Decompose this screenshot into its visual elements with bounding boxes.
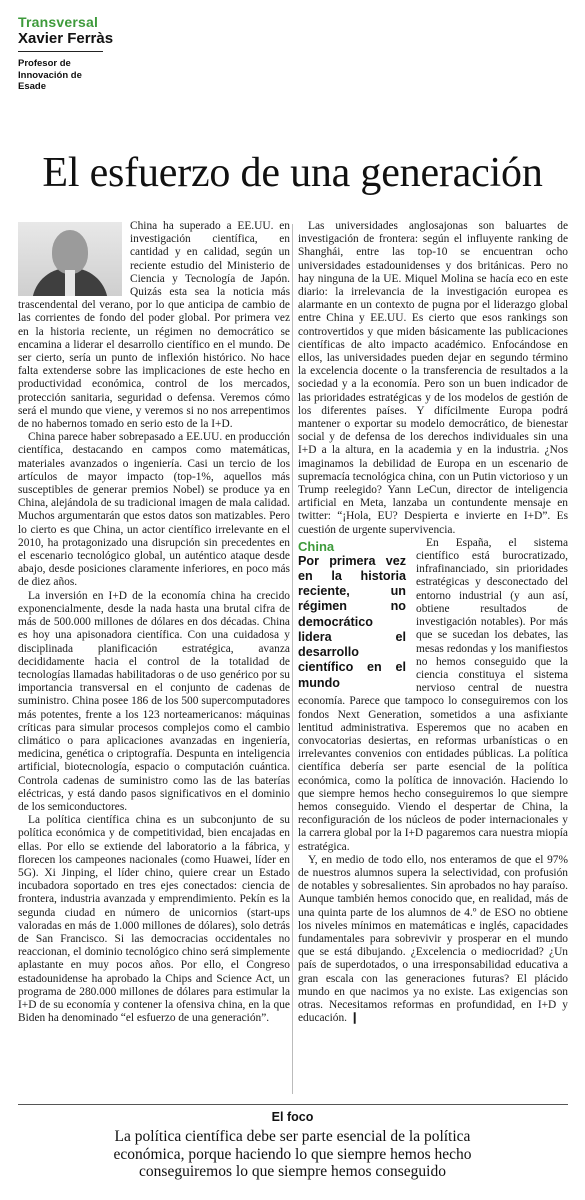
author-name: Xavier Ferràs — [18, 30, 114, 47]
author-divider — [18, 51, 103, 52]
pull-quote-text: Por primera vez en la historia reciente, un régimen no democrático lidera el desarrollo científico en el mundo — [298, 553, 406, 690]
pull-quote-label: China — [298, 538, 335, 554]
paragraph: China parece haber sobrepasado a EE.UU. en producción científica, destacando en campos como matemáticas, materiales avanzados o ingeniería. Casi un tercio de los artículos de mayor impacto (top-1%, aquellos más susceptibles de generar premios Nobel) se produce ya en China, alejándola de su tradicional imagen de mala calidad. Muchos argumentarán que estos datos son matizables. Pero lo cierto es que China, un actor científico irrelevante en el 2010, ha protagonizado una disrupción sin precedentes en el escenario tecnológico global, un auténtico ataque desde abajo, desde posiciones claramente inferiores, en poco más de diez años. — [18, 431, 290, 589]
author-role: Profesor de Innovación de Esade — [18, 58, 82, 92]
foco-divider — [18, 1104, 568, 1105]
column-divider — [292, 224, 293, 1094]
article-headline: El esfuerzo de una generación — [42, 150, 543, 196]
foco-quote: La política científica debe ser parte esencial de la política económica, porque haciendo lo que siempre hemos hecho conseguiremos lo que siempre hemos conseguido — [113, 1128, 472, 1180]
foco-title: El foco — [271, 1110, 314, 1124]
paragraph: Las universidades anglosajonas son baluartes de investigación de frontera: según el influyente ranking de Shanghái, entre las top-10 se encuentran ocho universidades estadounidenses y dos británicas. Pero no hay ninguna de la UE. Miquel Molina se hacía eco en este diario: la irrelevancia de la investigación europea es alarmante en un contexto de pugna por el liderazgo global entre China y EE.UU. Es cierto que esos rankings son controvertidos y que miden básicamente las publicaciones científicas de alto impacto académico. Enfocándose en ellos, las universidades pueden dejar en segundo término la excelencia docente o la transferencia de resultados a la sociedad y a la economía. Pero son un buen indicador de las prioridades estratégicas y de los modelos de gestión de los diferentes países. Y difícilmente Europa podrá mantener o exportar su modelo democrático, de bienestar social y de defensa de los derechos individuales sin una I+D a la altura, en la academia y en la industria. ¿Nos imaginamos la debilidad de Europa en un escenario de supremacía tecnológica china, con un Putin victorioso y un Trump reelegido? Yann LeCun, director de inteligencia artificial en Meta, lanzaba un contundente mensaje en twitter: “¡Hola, EU? Despierta e invierte en I+D”. Es cuestión de urgente supervivencia. — [298, 220, 568, 536]
section-label: Transversal — [18, 14, 99, 30]
paragraph: La política científica china es un subconjunto de su política económica y de competitividad, bien encajadas en ellas. Por ello se extiende del laboratorio a la fábrica, y florecen los campeones nacionales (como Huawei, líder en 5G). Xi Jinping, el líder chino, quiere crear un Estado incubadora soportado en tres ejes conectados: ciencia de frontera, industria avanzada y emprendimiento. Pekín es la segunda ciudad en número de unicornios (start-ups valoradas en más de 1.000 millones de dólares), solo detrás de San Francisco. Si las democracias occidentales no reaccionan, el dominio tecnológico chino será simplemente aplastante en muy pocos años. Por ello, el Congreso estadounidense ha aprobado la Chips and Science Act, un programa de 280.000 millones de dólares para estimular la I+D de su economía y contener la ofensiva china, en la que Biden ha denominado “el esfuerzo de una generación”. — [18, 814, 290, 1025]
paragraph: En España, el sistema científico está burocratizado, infrafinanciado, sin prioridades estratégicas y desconectado del entorno industrial (y aun así, obtiene resultados de investigación notables). Por más que se sucedan los debates, las mesas redondas y los manifiestos no hemos conseguido que la ciencia constituya el sistema nervioso central de nuestra economía. Parece que tampoco lo conseguiremos con los fondos Next Generation, sometidos a una asfixiante lentitud administrativa. Esperemos que no acaben en convocatorias desiertas, en reformas urbanísticas o en irrelevantes convenios con entidades públicas. La política científica debería ser parte esencial de la política económica, como la política de innovación. Haciendo lo que siempre hemos hecho conseguiremos lo que siempre hemos conseguido. Viendo el despertar de China, la reconfiguración de los núcleos de poder internacionales y la carrera global por la I+D pagaremos cara nuestra miopía estratégica. — [298, 536, 568, 853]
paragraph: La inversión en I+D de la economía china ha crecido exponencialmente, desde la nada hasta una brutal cifra de más de 500.000 millones de dólares en dos décadas. China es hoy una apisonadora científica. Con una cuidadosa y disciplinada planificación estratégica, avanza decididamente hacia el control de la totalidad de tecnologías llamadas habilitadoras o de uso genérico por su importancia transversal en el conjunto de cadenas de suministro. China posee 186 de los 500 supercomputadores más potentes, frente a los 123 norteamericanos: máquinas críticas para simular procesos complejos como el cambio climático o para aplicaciones avanzadas en ingeniería, medicina, genética o criptografía. Despunta en inteligencia artificial, biotecnología, espacio o computación cuántica. Controla cadenas de suministro como las de las baterías eléctricas, y está dando pasos significativos en el dominio de los semiconductores. — [18, 589, 290, 813]
article-column-left — [18, 220, 290, 1100]
paragraph: China ha superado a EE.UU. en investigación científica, en cantidad y en calidad, según un reciente estudio del Ministerio de Ciencia y Tecnología de Japón. Quizás esta sea la noticia más trascendental del verano, por lo que anticipa de cambio de las corrientes de fondo del poder global. Por primera vez en la historia reciente, un régimen no democrático se encamina a liderar el desarrollo científico en el mundo. De ser cierto, sería un punto de inflexión histórico. No hace falta extenderse sobre las implicaciones de este hecho en productividad económica, control de los mercados, protección sanitaria, seguridad o defensa. Veremos cómo será el mundo que viene, y veremos si no nos arrepentimos de no habernos tomado en serio esto de la I+D. — [18, 220, 290, 431]
author-photo — [18, 222, 122, 296]
paragraph: Y, en medio de todo ello, nos enteramos de que el 97% de nuestros alumnos supera la selectividad, con profusión de notables y sobresalientes. Sin aprobados no hay paraíso. Aunque también hemos conocido que, en realidad, más de una quinta parte de los alumnos de 4.º de ESO no obtiene los niveles mínimos en matemáticas e inglés, capacidades fundamentales para sobrevivir y prosperar en el mundo que se está dibujando. ¿Excelencia o mediocridad? ¿Un país de superdotados, o una irresponsabilidad educativa a gran escala con las generaciones futuras? El plácido mundo en que nacimos ya no existe. Las exigencias son otras. Necesitamos reformas en profundidad, en I+D y educación. ❙ — [298, 853, 568, 1025]
pull-quote — [298, 539, 406, 691]
article-column-right — [298, 220, 568, 1100]
